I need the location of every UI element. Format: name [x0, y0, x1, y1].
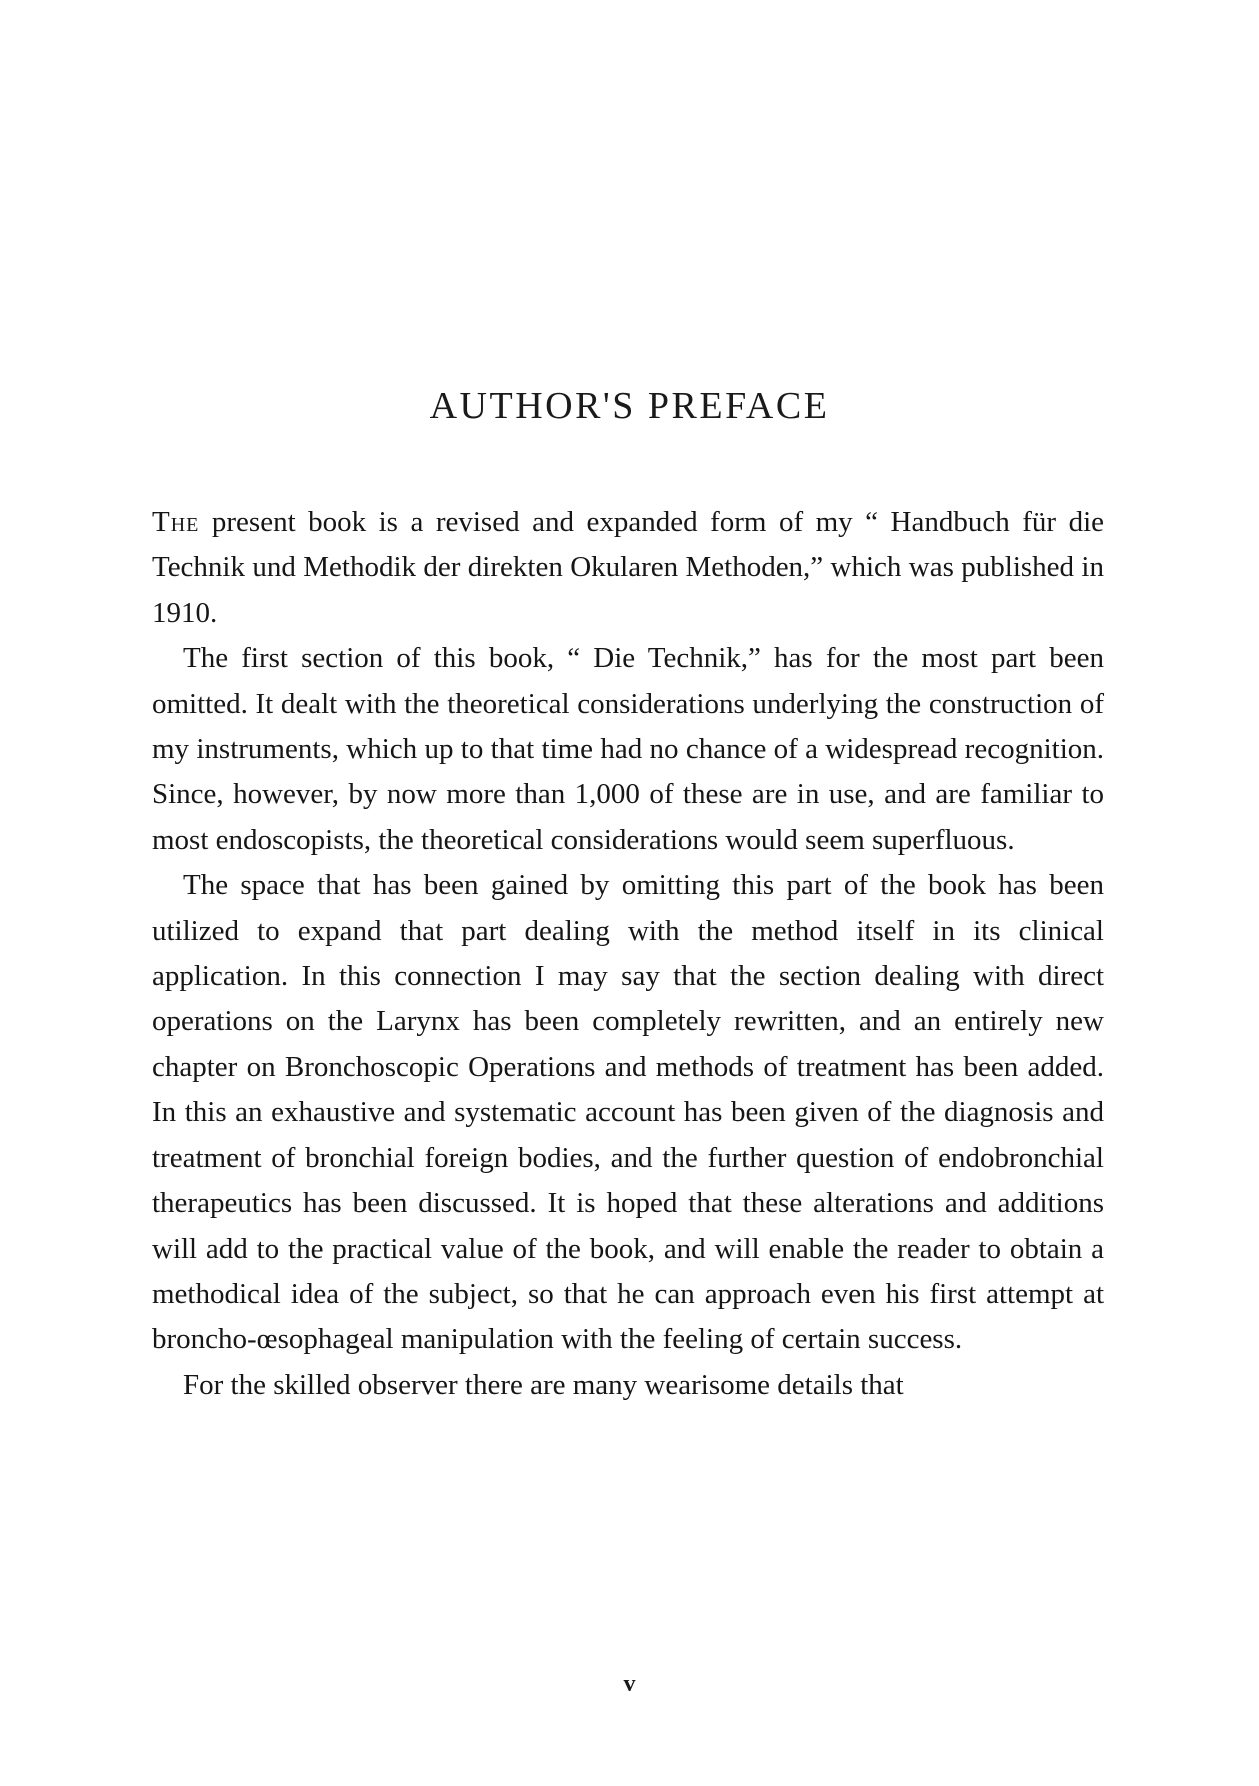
preface-body	[152, 500, 1104, 1408]
paragraph-text: For the skilled observer there are many wearisome details that	[183, 1368, 904, 1401]
paragraph-3	[152, 863, 1104, 1362]
paragraph-4	[152, 1363, 1104, 1408]
paragraph-text: The space that has been gained by omitting this part of the book has been utilized to expand that part dealing with the method itself in its clinical application. In this connection I may say that the section dealing with direct operations on the Larynx has been completely rewritten, and an entirely new chapter on Bronchoscopic Operations and methods of treatment has been added. In this an exhaustive and systematic account has been given of the diagnosis and treatment of bronchial foreign bodies, and the further question of endobronchial therapeutics has been discussed. It is hoped that these alterations and additions will add to the practical value of the book, and will enable the reader to obtain a methodical idea of the subject, so that he can approach even his first attempt at broncho-œsophageal manipulation with the feeling of certain success.	[152, 869, 1104, 1356]
paragraph-lead-small-caps: The	[152, 506, 200, 538]
paragraph-1	[152, 500, 1104, 636]
paragraph-2	[152, 636, 1104, 863]
paragraph-text: The first section of this book, “ Die Technik,” has for the most part been omitted. It dealt with the theoretical considerations underlying the construction of my instruments, which up to that time had no chance of a widespread recognition. Since, however, by now more than 1,000 of these are in use, and are familiar to most endoscopists, the theoretical considerations would seem superfluous.	[152, 642, 1104, 856]
page-title: AUTHOR'S PREFACE	[429, 385, 830, 427]
paragraph-text: present book is a revised and expanded form of my “ Handbuch für die Technik und Methodik der direkten Okularen Methoden,” which was published in 1910.	[152, 506, 1104, 629]
page-number: v	[623, 1671, 636, 1697]
